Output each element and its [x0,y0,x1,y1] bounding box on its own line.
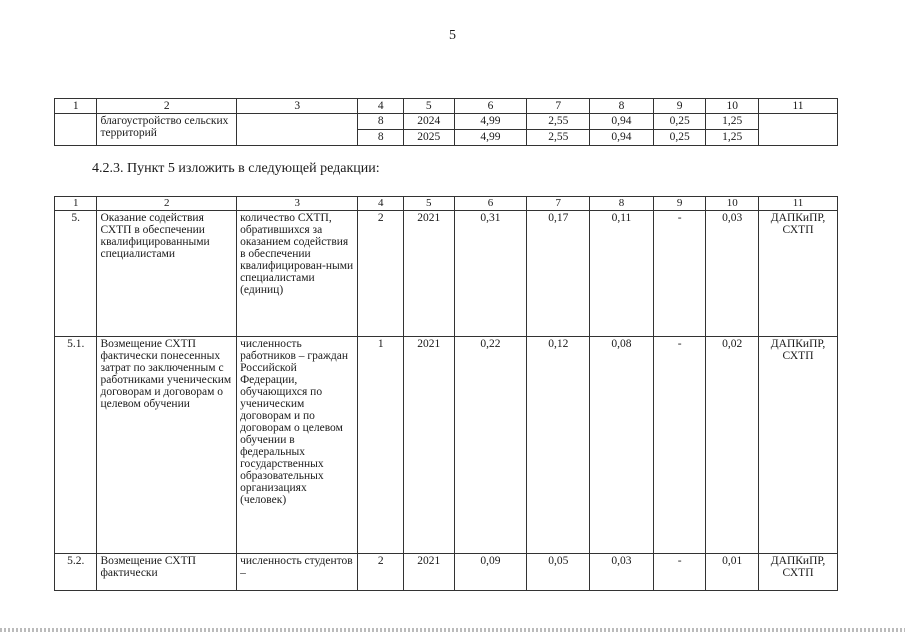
cell-year: 2021 [403,211,454,337]
cell-value: 0,08 [590,337,654,554]
header-cell: 8 [590,99,654,114]
cell-value: 2,55 [527,130,590,146]
cell-value: 0,94 [590,114,654,130]
cell-value: 4,99 [454,114,527,130]
cell-value: 4,99 [454,130,527,146]
cell-number: 5.1. [55,337,97,554]
cell-value: - [653,337,706,554]
cell-value: 0,94 [590,130,654,146]
cell-value: 0,25 [653,130,706,146]
table-row [55,554,838,591]
header-cell: 10 [706,99,759,114]
cell-value: 0,31 [454,211,527,337]
cell-name: Возмещение СХТП фактически понесенных затрат по заключенным с работниками ученическим договорам и договорам о целевом обучении [97,337,237,554]
header-cell: 4 [358,197,404,211]
cell-value: 2 [358,554,404,591]
table-row [55,337,838,554]
header-cell: 10 [706,197,759,211]
cell-value: 1,25 [706,130,759,146]
scan-edge [0,628,905,632]
cell-value: 8 [358,130,404,146]
cell-value: 0,22 [454,337,527,554]
header-cell: 9 [653,197,706,211]
header-cell: 7 [527,197,590,211]
table-row [55,114,838,130]
cell-value: 0,03 [706,211,759,337]
cell-number [55,114,97,146]
cell-executor: ДАПКиПР, СХТП [759,211,838,337]
redaction-paragraph: 4.2.3. Пункт 5 изложить в следующей редакции: [92,161,380,176]
header-cell: 3 [237,197,358,211]
cell-name: Возмещение СХТП фактически [97,554,237,591]
cell-value: 0,02 [706,337,759,554]
header-cell: 11 [759,197,838,211]
header-cell: 8 [590,197,654,211]
header-cell: 5 [403,197,454,211]
cell-indicator: количество СХТП, обратившихся за оказанием содействия в обеспечении квалифицирован-ными специалистами (единиц) [237,211,358,337]
cell-indicator: численность студентов – [237,554,358,591]
header-cell: 11 [759,99,838,114]
table-point-5 [54,196,838,591]
header-cell: 6 [454,197,527,211]
cell-value: 1 [358,337,404,554]
table-row [55,211,838,337]
header-cell: 6 [454,99,527,114]
cell-value: 0,03 [590,554,654,591]
header-cell: 4 [358,99,404,114]
table-header-row [55,197,838,211]
cell-year: 2021 [403,337,454,554]
header-cell: 9 [653,99,706,114]
table-continuation [54,98,838,146]
cell-year: 2025 [403,130,454,146]
cell-value: 0,01 [706,554,759,591]
cell-value: 0,05 [527,554,590,591]
cell-executor: ДАПКиПР, СХТП [759,554,838,591]
cell-number: 5. [55,211,97,337]
cell-value: 8 [358,114,404,130]
cell-value: 2 [358,211,404,337]
header-cell: 5 [403,99,454,114]
cell-year: 2024 [403,114,454,130]
cell-value: 0,09 [454,554,527,591]
cell-name: благоустройство сельских территорий [97,114,237,146]
cell-value: 0,17 [527,211,590,337]
cell-value: - [653,554,706,591]
cell-executor [759,114,838,146]
header-cell: 1 [55,197,97,211]
cell-value: 1,25 [706,114,759,130]
cell-value: 0,25 [653,114,706,130]
header-cell: 3 [237,99,358,114]
cell-value: 0,11 [590,211,654,337]
cell-value: 2,55 [527,114,590,130]
cell-indicator [237,114,358,146]
cell-name: Оказание содействия СХТП в обеспечении квалифицированными специалистами [97,211,237,337]
header-cell: 2 [97,197,237,211]
header-cell: 1 [55,99,97,114]
header-cell: 7 [527,99,590,114]
page-number: 5 [449,28,456,43]
cell-value: - [653,211,706,337]
header-cell: 2 [97,99,237,114]
cell-number: 5.2. [55,554,97,591]
cell-value: 0,12 [527,337,590,554]
cell-indicator: численность работников – граждан Российской Федерации, обучающихся по ученическим договорам и по договорам о целевом обучении в федеральных государственных образовательных организациях (человек) [237,337,358,554]
table-header-row [55,99,838,114]
cell-executor: ДАПКиПР, СХТП [759,337,838,554]
cell-year: 2021 [403,554,454,591]
